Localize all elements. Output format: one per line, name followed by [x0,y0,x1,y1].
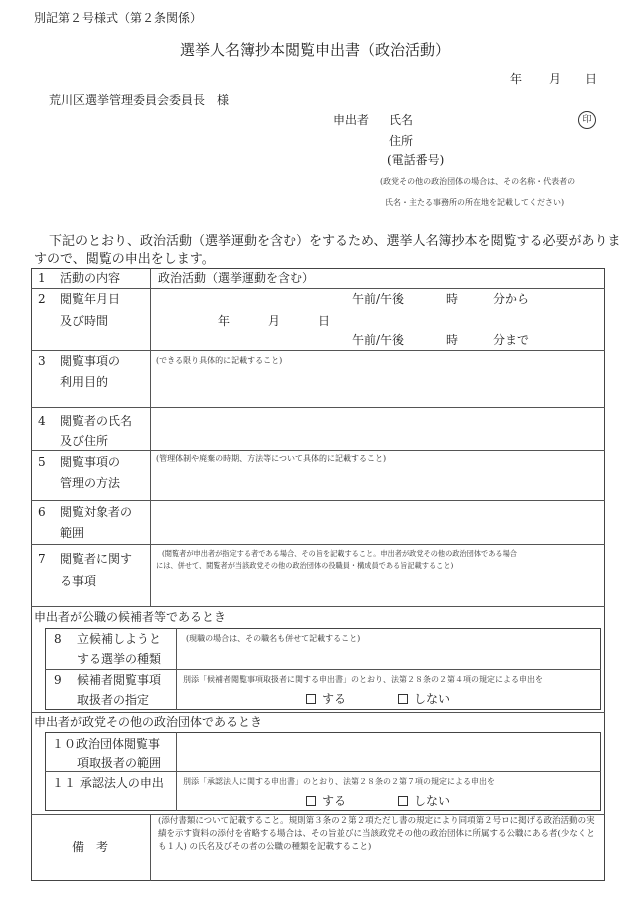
row3-label-line2: 利用目的 [60,375,109,389]
start-am-pm[interactable]: 午前/午後 [352,292,405,306]
row7-label-line2: る事項 [60,574,97,588]
party-section-heading: 申出者が政党その他の政治団体であるとき [34,715,263,729]
row11-label: １１ 承認法人の申出 [52,776,164,790]
row4-number: 4 [38,414,46,428]
seal-mark: 印 [578,111,596,129]
remarks-note: (添付書類について記載すること。規則第３条の２第２項ただし書の規定により同項第２号ロに掲げる政治活動の実績を示す資料の添付を省略する場合は、その旨並びに当該政党その他の政治団体に所属する公職にある者(少なくとも１人) の氏名及びその者の公職の種類を記載すること) [158,816,595,852]
row7-note-line2: には、併せて、閲覧者が当該政党その他の政治団体の役職員・構成員である旨記載すること) [156,561,454,570]
row8-label-line2: する選挙の種類 [77,652,162,666]
activity-content-value: 政治活動（選挙運動を含む） [158,271,315,285]
remarks-label: 備 考 [72,840,109,854]
phone-label: (電話番号) [387,153,445,167]
date-month-label: 月 [549,72,562,86]
candidate-section-heading: 申出者が公職の候補者等であるとき [34,610,227,624]
row1-number: 1 [38,271,46,285]
row5-note: (管理体制や廃棄の時期、方法等について具体的に記載すること) [156,454,387,463]
row1-label: 活動の内容 [60,271,121,285]
row6-number: 6 [38,505,46,519]
applicant-note-line2: 氏名・主たる事務所の所在地を記載してください) [385,198,565,207]
row7-label-line1: 閲覧者に関す [60,552,133,566]
form-number: 別記第２号様式（第２条関係） [34,11,203,25]
row9-label-line2: 取扱者の指定 [77,693,150,707]
row5-label-line2: 管理の方法 [60,476,121,490]
row6-label-line1: 閲覧対象者の [60,505,133,519]
end-minute-label: 分まで [493,333,530,347]
checkbox-icon [306,796,316,806]
row7-note-line1: (閲覧者が申出者が指定する者である場合、その旨を記載すること。申出者が政党その他の政治団体である場合 [162,549,517,558]
checkbox-icon [398,694,408,704]
row8-number: 8 [54,632,62,646]
view-month-label: 月 [268,314,281,328]
date-day-label: 日 [585,72,598,86]
end-hour-label: 時 [446,333,459,347]
row5-number: 5 [38,455,46,469]
row8-label-line1: 立候補しようと [77,632,162,646]
applicant-label: 申出者 [333,113,370,127]
start-hour-label: 時 [446,292,459,306]
row9-label-line1: 候補者閲覧事項 [77,673,162,687]
row8-note: (現職の場合は、その職名も併せて記載すること) [186,634,361,643]
row9-text: 別添「候補者閲覧事項取扱者に関する申出書」のとおり、法第２８条の２第４項の規定による申出を [183,675,543,684]
row11-option-yes[interactable]: する [306,794,346,809]
row3-number: 3 [38,354,46,368]
view-day-label: 日 [318,314,331,328]
checkbox-icon [398,796,408,806]
row9-option-no[interactable]: しない [398,692,450,707]
row3-note: (できる限り具体的に記載すること) [156,356,283,365]
row11-option-no[interactable]: しない [398,794,450,809]
row4-label-line2: 及び住所 [60,434,109,448]
row11-text: 別添「承認法人に関する申出書」のとおり、法第２８条の２第７項の規定による申出を [183,777,495,786]
row9-option-yes[interactable]: する [306,692,346,707]
addressee: 荒川区選挙管理委員会委員長 様 [49,93,230,107]
checkbox-icon [306,694,316,704]
row10-label-line1: １０政治団体閲覧事 [52,737,161,751]
row10-label-line2: 項取扱者の範囲 [77,756,162,770]
intro-line2: すので、閲覧の申出をします。 [34,252,215,267]
page-title: 選挙人名簿抄本閲覧申出書（政治活動） [179,41,450,59]
view-year-label: 年 [218,314,231,328]
row2-label-line1: 閲覧年月日 [60,292,121,306]
row7-number: 7 [38,552,46,566]
row2-label-line2: 及び時間 [60,314,109,328]
name-label: 氏名 [389,113,414,127]
row3-label-line1: 閲覧事項の [60,354,121,368]
row4-label-line1: 閲覧者の氏名 [60,414,133,428]
applicant-note-line1: (政党その他の政治団体の場合は、その名称・代表者の [380,177,576,186]
date-year-label: 年 [510,72,523,86]
address-label: 住所 [389,134,414,148]
row9-number: 9 [54,673,62,687]
row2-number: 2 [38,292,46,306]
row6-label-line2: 範囲 [60,526,85,540]
start-minute-label: 分から [493,292,530,306]
end-am-pm[interactable]: 午前/午後 [352,333,405,347]
row5-label-line1: 閲覧事項の [60,455,121,469]
intro-line1: 下記のとおり、政治活動（選挙運動を含む）をするため、選挙人名簿抄本を閲覧する必要がありま [49,234,621,249]
